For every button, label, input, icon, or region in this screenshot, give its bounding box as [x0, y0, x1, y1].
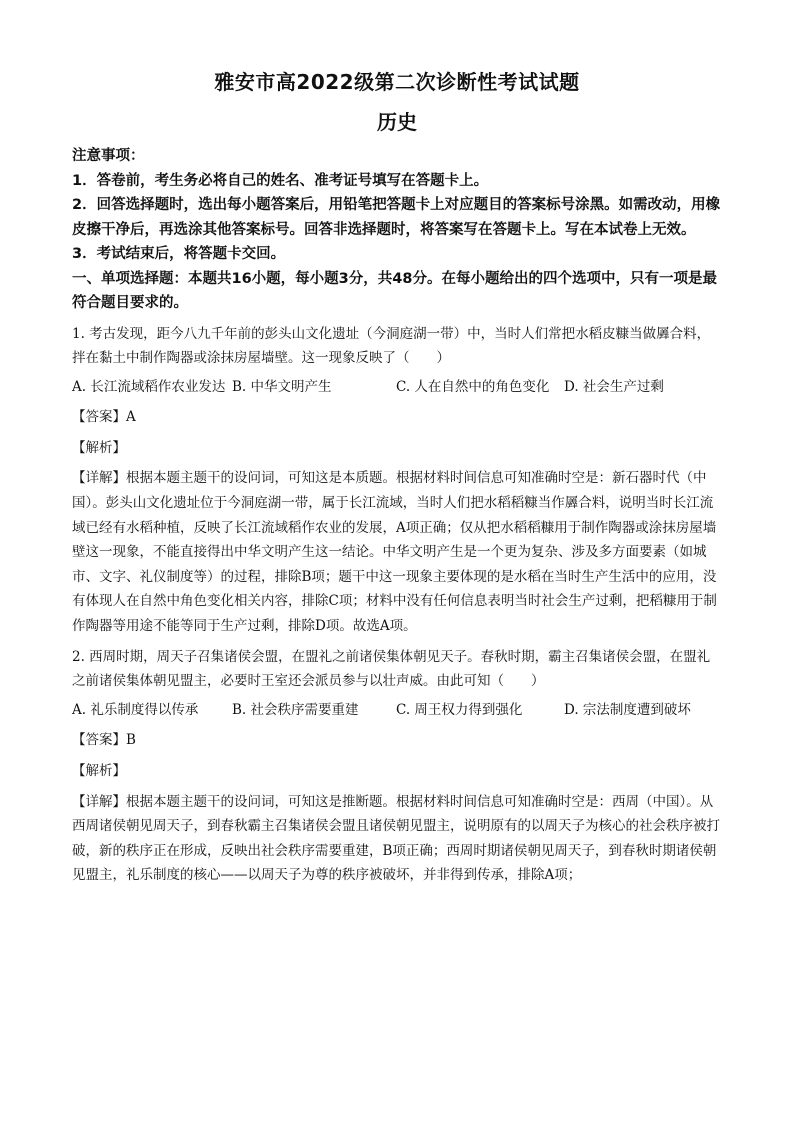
option-b: B. 社会秩序需要重建 [232, 701, 359, 718]
answer-label: 【答案】A [72, 409, 136, 426]
option-c: C. 周王权力得到强化 [396, 701, 523, 718]
notes-item-3: 3．考试结束后，将答题卡交回。 [72, 246, 286, 262]
question-2 [72, 645, 722, 888]
question-stem: 1. 考古发现，距今八九千年前的彭头山文化遗址（今洞庭湖一带）中，当时人们常把水稻皮糠当做羼合料，拌在黏土中制作陶器或涂抹房屋墙壁。这一现象反映了（ ） [72, 325, 711, 367]
analysis-label: 【解析】 [72, 439, 126, 456]
option-c: C. 人在自然中的角色变化 [396, 378, 550, 395]
option-b: B. 中华文明产生 [232, 378, 332, 395]
option-a: A. 礼乐制度得以传承 [72, 701, 199, 718]
detail-text: 【详解】根据本题主题干的设问词，可知这是推断题。根据材料时间信息可知准确时空是：西周（中国）。从西周诸侯朝见周天子，到春秋霸主召集诸侯会盟且诸侯朝见盟主，说明原有的以周天子为核心的社会秩序被打破，新的秩序正在形成，反映出社会秩序需要重建，B项正确；西周时期诸侯朝见周天子，到春秋时期诸侯朝见盟主，礼乐制度的核心——以周天子为尊的秩序被破坏，并非得到传承，排除A项； [72, 793, 720, 884]
analysis-label: 【解析】 [72, 763, 126, 779]
exam-page [72, 68, 722, 888]
option-row [72, 375, 722, 400]
option-d: D. 社会生产过剩 [564, 378, 664, 395]
option-row [72, 698, 722, 723]
question-stem: 2. 西周时期，周天子召集诸侯会盟，在盟礼之前诸侯集体朝见天子。春秋时期，霸主召集诸侯会盟，在盟礼之前诸侯集体朝见盟主，必要时王室还会派员参与以壮声威。由此可知（ ） [72, 648, 711, 690]
notes-heading: 注意事项： [72, 148, 145, 164]
option-d: D. 宗法制度遭到破坏 [564, 701, 691, 718]
notes-item-1: 1．答卷前，考生务必将自己的姓名、准考证号填写在答题卡上。 [72, 172, 489, 189]
detail-text: 【详解】根据本题主题干的设问词，可知这是本质题。根据材料时间信息可知准确时空是：新石器时代（中国）。彭头山文化遗址位于今洞庭湖一带，属于长江流域，当时人们把水稻稻糠当作羼合料，说明当时长江流域已经有水稻种植，反映了长江流域稻作农业的发展，A项正确；仅从把水稻稻糠用于制作陶器或涂抹房屋墙壁这一现象，不能直接得出中华文明产生这一结论。中华文明产生是一个更为复杂、涉及多方面要素（如城市、文字、礼仪制度等）的过程，排除B项；题干中这一现象主要体现的是水稻在当时生产生活中的应用，没有体现人在自然中角色变化相关内容，排除C项；材料中没有任何信息表明当时社会生产过剩，把稻糠用于制作陶器等用途不能等同于生产过剩，排除D项。故选A项。 [72, 470, 717, 635]
question-1 [72, 322, 722, 639]
subject-title: 历史 [377, 110, 417, 134]
option-a: A. 长江流域稻作农业发达 [72, 378, 226, 395]
notes-item-2: 2．回答选择题时，选出每小题答案后，用铅笔把答题卡上对应题目的答案标号涂黑。如需改动，用橡皮擦干净后，再选涂其他答案标号。回答非选择题时，将答案写在答题卡上。写在本试卷上无效。 [72, 197, 721, 238]
exam-title: 雅安市高2022级第二次诊断性考试试题 [214, 70, 580, 94]
answer-label: 【答案】B [72, 732, 136, 749]
section-heading: 一、单项选择题：本题共16小题，每小题3分，共48分。在每小题给出的四个选项中，只有一项是最符合题目要求的。 [72, 270, 717, 311]
